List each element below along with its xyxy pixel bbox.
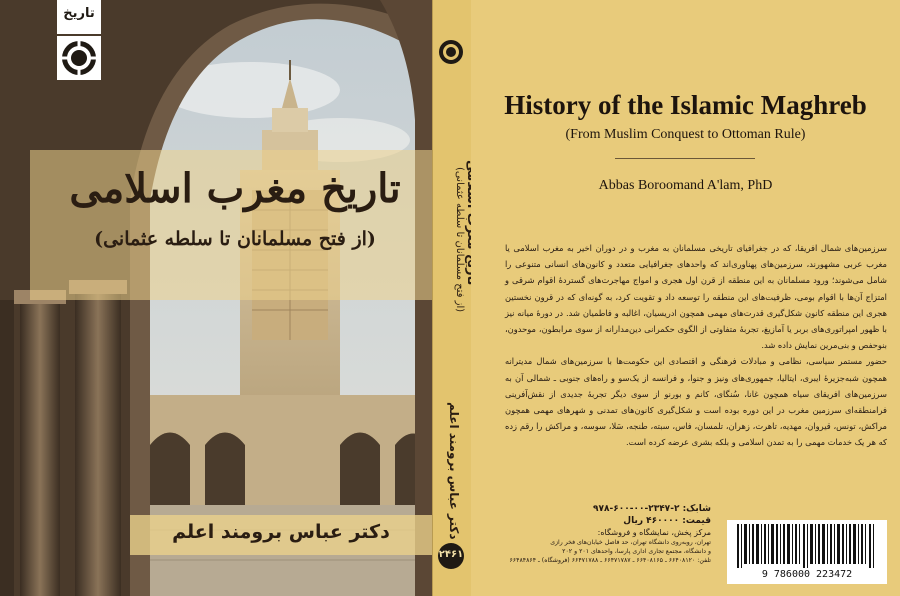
phone-line: تلفن: ۶۶۴۰۸۱۲۰ ـ ۶۶۴۰۸۱۶۵ ـ ۶۶۴۷۱۷۸۷ ـ ۶۶۴۷۱۷۸۸ (فروشگاه) ـ ۶۶۴۸۴۸۶۴ bbox=[509, 557, 711, 564]
spine-subtitle: (از فتح مسلمانان تا سلطه عثمانی) bbox=[454, 166, 465, 312]
publication-info bbox=[509, 503, 711, 565]
blurb-paragraph: سرزمین‌های شمال افریقا، که در جغرافیای تاریخی مسلمانان به مغرب و در دوران اخیر به مغرب اسلامی یا مغرب عربی مشهورند، سرزمین‌های پهناوری‌اند که واحدهای جغرافیایی متعدد و کانون‌های انسانی متنوعی را شامل می‌شوند؛ ورود مسلمانان به این منطقه از قرن اول هجری و امواج مهاجرت‌های گستردهٔ اقوام شرقی و امتزاج آن‌ها با اقوام بومی، ظرفیت‌های این منطقه را توسعه داد و تقویت کرد، به گونه‌ای که در قرون نخستین هجری این منطقه کانون شکل‌گیری قدرت‌های مهمی همچون ادریسیان، اغالبه و فاطمیان شد. در دورهٔ میانه نیز با ظهور امپراتوری‌های بربر یا آمازیغ، تجربهٔ متفاوتی از الگوی حکمرانی دین‌مدارانه از سوی مرابطون، موحدون، بنوحفص و بنی‌مرین نمایش داده شد. bbox=[505, 243, 887, 351]
english-title: History of the Islamic Maghreb bbox=[504, 90, 867, 120]
series-label: تاریخ bbox=[63, 6, 95, 21]
blurb-paragraph: حضور مستمر سیاسی، نظامی و مبادلات فرهنگی و اقتصادی این حکومت‌ها با سرزمین‌های شمال مدیترانه همچون شبه‌جزیرهٔ ایبری، ایتالیا، جمهوری‌های ونیز و جنوا، و فرانسه از یک‌سو و راه‌های جنوبی ـ شمالی آن به سرزمین‌های افریقای سیاه همچون غانا، سُنگای، کانم و بورنو از سوی دیگر تجربهٔ جدیدی از نقش‌آفرینی فرامنطقه‌ای سرزمین مغرب در این دوره بوده است و شکل‌گیری کانون‌های تمدنی و شهرهای مهمی همچون مراکش، تونس، قیروان، مهدیه، تاهرت، زهران، تلمسان، فاس، سبته، طنجه، سَلا، سوسه، و مراکش را رقم زده که هر یک خدمات مهمی را به تمدن اسلامی و بلکه بشری عرضه کرده است. bbox=[505, 356, 887, 448]
spine-number: ۲۴۶۱ bbox=[438, 549, 464, 560]
author-name: دکتر عباس برومند اعلم bbox=[172, 521, 390, 543]
barcode-icon bbox=[737, 524, 877, 568]
price: قیمت: ۴۶۰۰۰۰ ریال bbox=[623, 516, 711, 526]
address-line: تهران، روبه‌روی دانشگاه تهران، حد فاصل خیابان‌های فخر رازی bbox=[550, 539, 711, 546]
address-line: و دانشگاه، مجتمع تجاری اداری پارسا، واحدهای ۲۰۱ و ۲۰۲ bbox=[562, 548, 711, 555]
isbn: شابک: ۲-۲۳۴۷-۰۰-۶۰۰-۹۷۸ bbox=[592, 504, 711, 514]
english-subtitle: (From Muslim Conquest to Ottoman Rule) bbox=[565, 127, 806, 142]
distribution-label: مرکز پخش، نمایشگاه و فروشگاه: bbox=[597, 528, 711, 537]
divider bbox=[615, 158, 755, 159]
blurb bbox=[505, 240, 887, 451]
spine-logo-icon bbox=[437, 38, 465, 66]
front-cover bbox=[0, 0, 432, 596]
spine-author: دکتر عباس برومند اعلم bbox=[447, 402, 461, 540]
book-title: تاریخ مغرب اسلامی bbox=[69, 165, 401, 212]
publisher-logo-icon bbox=[57, 36, 101, 80]
barcode-number: 9 786000 223472 bbox=[761, 569, 853, 580]
book-subtitle: (از فتح مسلمانان تا سلطه عثمانی) bbox=[94, 228, 376, 250]
english-author: Abbas Boroomand A'lam, PhD bbox=[598, 178, 773, 193]
